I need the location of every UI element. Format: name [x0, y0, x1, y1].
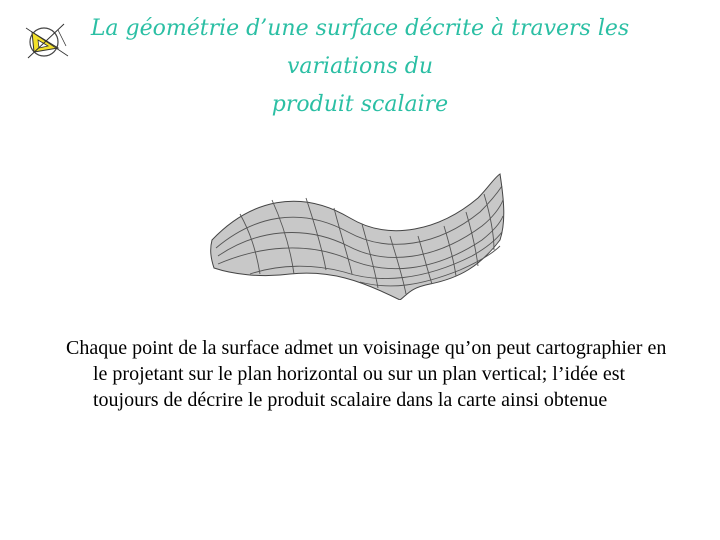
surface-fill [211, 174, 504, 300]
slide-title-line-2: produit scalaire [271, 92, 449, 117]
slide-body-text: Chaque point de la surface admet un voisinage qu’on peut cartographier en le projetant sur le plan horizontal ou sur un plan vertical; l’idée est toujours de décrire le produit scalaire dans la carte ainsi obtenue [66, 337, 667, 411]
slide-title-line-1: La géométrie d’une surface décrite à travers les variations du [90, 16, 630, 79]
slide-title [60, 10, 660, 124]
saddle-surface-illustration [210, 170, 510, 300]
